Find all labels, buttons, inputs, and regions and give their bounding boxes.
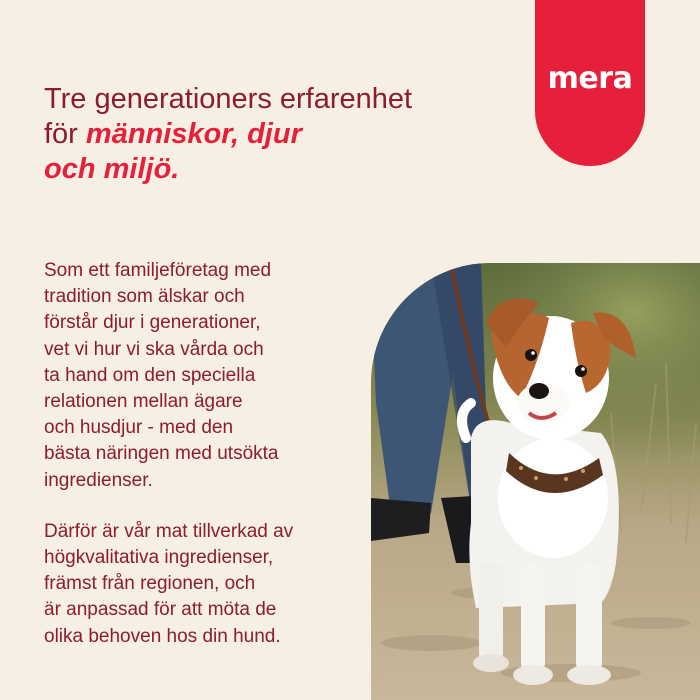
brand-logo: mera	[547, 60, 633, 96]
headline	[44, 82, 514, 187]
headline-line-1: Tre generationers erfarenhet	[44, 83, 413, 115]
body-paragraph-1: Som ett familjeföretag med tradition som älskar och förstår djur i generationer, vet vi hur vi ska vårda och ta hand om den speciella relationen mellan ägare och husdjur - med den bästa näringen med utsökta ingredienser.	[44, 260, 279, 491]
headline-line-3-accent: och miljö.	[44, 153, 180, 185]
body-paragraph-2: Därför är vår mat tillverkad av högkvalitativa ingredienser, främst från regionen, och är anpassad för att möta de olika behoven hos din hund.	[44, 520, 294, 647]
dog-photo-illustration	[371, 263, 700, 700]
headline-line-2-accent: människor, djur	[85, 118, 302, 150]
headline-line-2-plain: för	[44, 118, 86, 150]
headline-line-2	[44, 117, 514, 152]
body-copy	[44, 258, 374, 675]
brand-logo-tab	[535, 0, 645, 166]
dog-photo	[371, 263, 700, 700]
